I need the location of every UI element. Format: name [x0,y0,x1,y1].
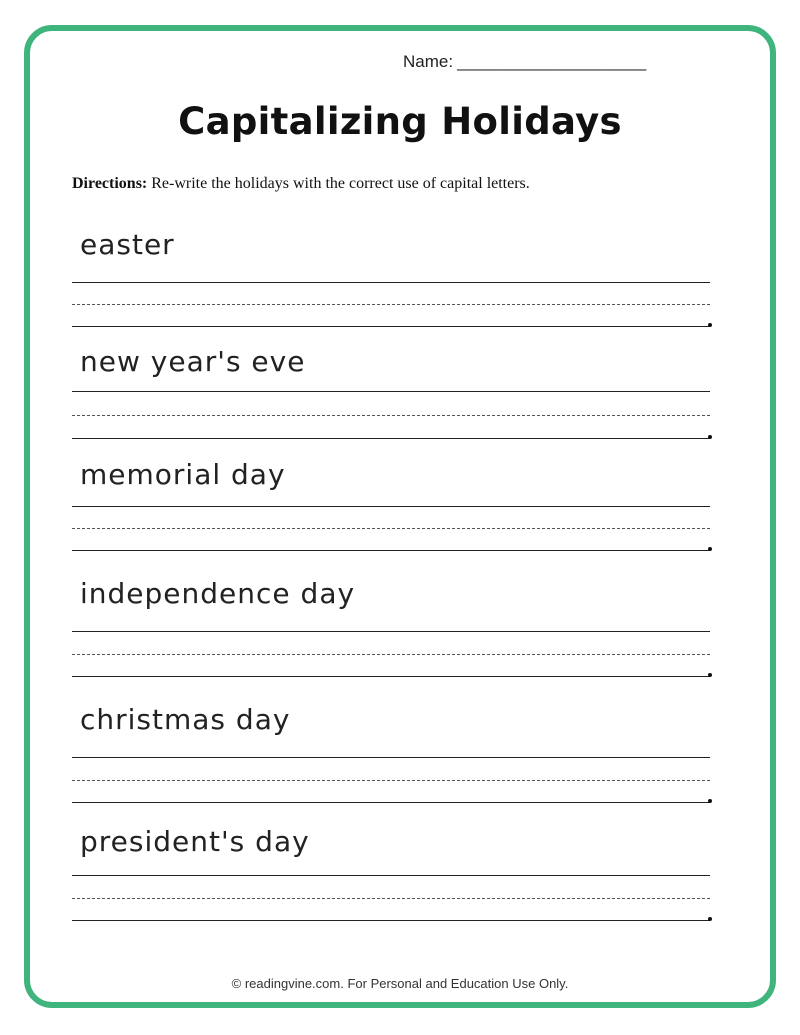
period-dot [708,435,712,439]
holiday-item [72,458,712,558]
writing-line-top[interactable] [72,875,710,876]
holiday-item [72,228,712,328]
writing-line-mid [72,528,710,529]
period-dot [708,547,712,551]
writing-line-base[interactable] [72,676,710,677]
period-dot [708,323,712,327]
writing-line-mid [72,780,710,781]
name-field[interactable] [403,52,646,72]
holiday-word: christmas day [80,703,291,736]
page-title: Capitalizing Holidays [178,100,622,143]
writing-line-mid [72,654,710,655]
holiday-word: easter [80,228,175,261]
period-dot [708,799,712,803]
name-blank[interactable]: ____________________ [457,52,647,71]
writing-line-base[interactable] [72,802,710,803]
writing-line-base[interactable] [72,920,710,921]
directions-text: Re-write the holidays with the correct use of capital letters. [147,175,530,192]
writing-line-mid [72,415,710,416]
writing-line-mid [72,898,710,899]
writing-line-top[interactable] [72,631,710,632]
holiday-word: independence day [80,577,356,610]
writing-line-base[interactable] [72,438,710,439]
holiday-item [72,703,712,803]
holiday-item [72,577,712,677]
writing-line-top[interactable] [72,282,710,283]
period-dot [708,917,712,921]
period-dot [708,673,712,677]
writing-line-mid [72,304,710,305]
holiday-word: new year's eve [80,345,306,378]
directions-label: Directions: [72,175,148,192]
writing-line-base[interactable] [72,550,710,551]
holiday-item [72,345,712,445]
writing-line-top[interactable] [72,391,710,392]
copyright-footer: © readingvine.com. For Personal and Education Use Only. [231,976,569,991]
holiday-item [72,825,712,925]
name-label: Name: [403,52,454,71]
writing-line-top[interactable] [72,506,710,507]
writing-line-base[interactable] [72,326,710,327]
directions [72,175,530,193]
holiday-word: memorial day [80,458,286,491]
holiday-word: president's day [80,825,310,858]
writing-line-top[interactable] [72,757,710,758]
